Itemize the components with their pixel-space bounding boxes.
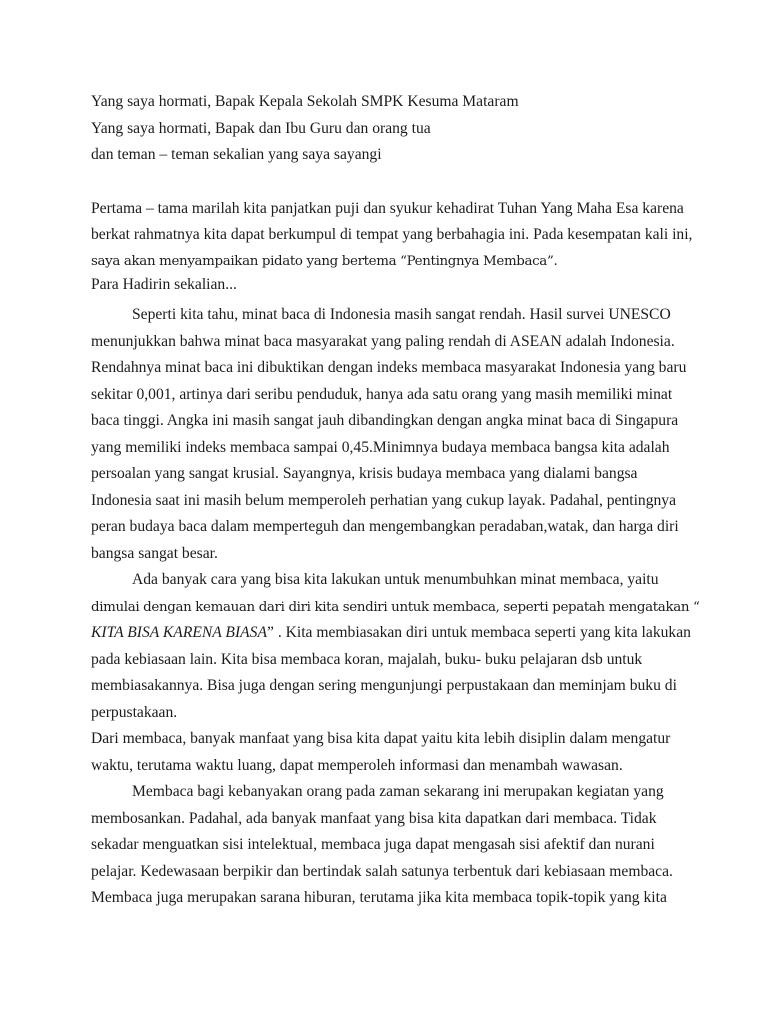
paragraph-line: persoalan yang sangat krusial. Sayangnya, krisis budaya membaca yang dialami bangsa: [91, 465, 638, 482]
paragraph-line: Indonesia saat ini masih belum memperoleh perhatian yang cukup layak. Padahal, pentingnya: [91, 492, 677, 509]
paragraph-line: sekitar 0,001, artinya dari seribu penduduk, hanya ada satu orang yang masih memiliki minat: [91, 386, 673, 403]
paragraph-line: Rendahnya minat baca ini dibuktikan dengan indeks membaca masyarakat Indonesia yang baru: [91, 359, 687, 376]
paragraph-line: menunjukkan bahwa minat baca masyarakat yang paling rendah di ASEAN adalah Indonesia.: [91, 333, 675, 350]
paragraph-line: baca tinggi. Angka ini masih sangat jauh dibandingkan dengan angka minat baca di Singapura: [91, 412, 679, 429]
paragraph-line: waktu, terutama waktu luang, dapat memperoleh informasi dan menambah wawasan.: [91, 757, 623, 774]
paragraph-line: Dari membaca, banyak manfaat yang bisa kita dapat yaitu kita lebih disiplin dalam mengatur: [91, 730, 671, 747]
proverb-italic: KITA BISA KARENA BIASA: [91, 624, 267, 641]
paragraph-line: peran budaya baca dalam memperteguh dan mengembangkan peradaban,watak, dan harga diri: [91, 518, 679, 535]
paragraph-line: Membaca bagi kebanyakan orang pada zaman sekarang ini merupakan kegiatan yang: [132, 783, 664, 800]
paragraph-line: pada kebiasaan lain. Kita bisa membaca koran, majalah, buku- buku pelajaran dsb untuk: [91, 651, 643, 668]
paragraph-line: perpustakaan.: [91, 704, 178, 721]
paragraph-line: Membaca juga merupakan sarana hiburan, terutama jika kita membaca topik-topik yang kita: [91, 889, 667, 906]
opening-line: berkat rahmatnya kita dapat berkumpul di tempat yang berbahagia ini. Pada kesempatan kali ini,: [91, 226, 693, 243]
opening-line: Para Hadirin sekalian...: [91, 276, 237, 293]
paragraph-line: membiasakannya. Bisa juga dengan sering mengunjungi perpustakaan dan meminjam buku di: [91, 677, 677, 694]
paragraph-line: membosankan. Padahal, ada banyak manfaat yang bisa kita dapatkan dari membaca. Tidak: [91, 810, 657, 827]
paragraph-line: pelajar. Kedewasaan berpikir dan bertindak salah satunya terbentuk dari kebiasaan membaca.: [91, 863, 673, 880]
opening-line: Pertama – tama marilah kita panjatkan puji dan syukur kehadirat Tuhan Yang Maha Esa karena: [91, 200, 684, 217]
paragraph-line: yang memiliki indeks membaca sampai 0,45.Minimnya budaya membaca bangsa kita adalah: [91, 439, 670, 456]
paragraph-line: Seperti kita tahu, minat baca di Indonesia masih sangat rendah. Hasil survei UNESCO: [132, 306, 671, 323]
paragraph-line: sekadar menguatkan sisi intelektual, membaca juga dapat mengasah sisi afektif dan nurani: [91, 836, 655, 853]
paragraph-text: ” . Kita membiasakan diri untuk membaca seperti yang kita lakukan: [267, 624, 691, 641]
opening-line: saya akan menyampaikan pidato yang bertema “Pentingnya Membaca”.: [91, 254, 558, 269]
paragraph-line: [91, 623, 691, 643]
greeting-line: Yang saya hormati, Bapak Kepala Sekolah SMPK Kesuma Mataram: [91, 93, 519, 110]
paragraph-line: bangsa sangat besar.: [91, 545, 218, 562]
greeting-line: dan teman – teman sekalian yang saya sayangi: [91, 146, 382, 163]
paragraph-line: Ada banyak cara yang bisa kita lakukan untuk menumbuhkan minat membaca, yaitu: [132, 571, 659, 588]
paragraph-line: dimulai dengan kemauan dari diri kita sendiri untuk membaca, seperti pepatah mengatakan “: [91, 600, 700, 615]
greeting-line: Yang saya hormati, Bapak dan Ibu Guru dan orang tua: [91, 120, 431, 137]
